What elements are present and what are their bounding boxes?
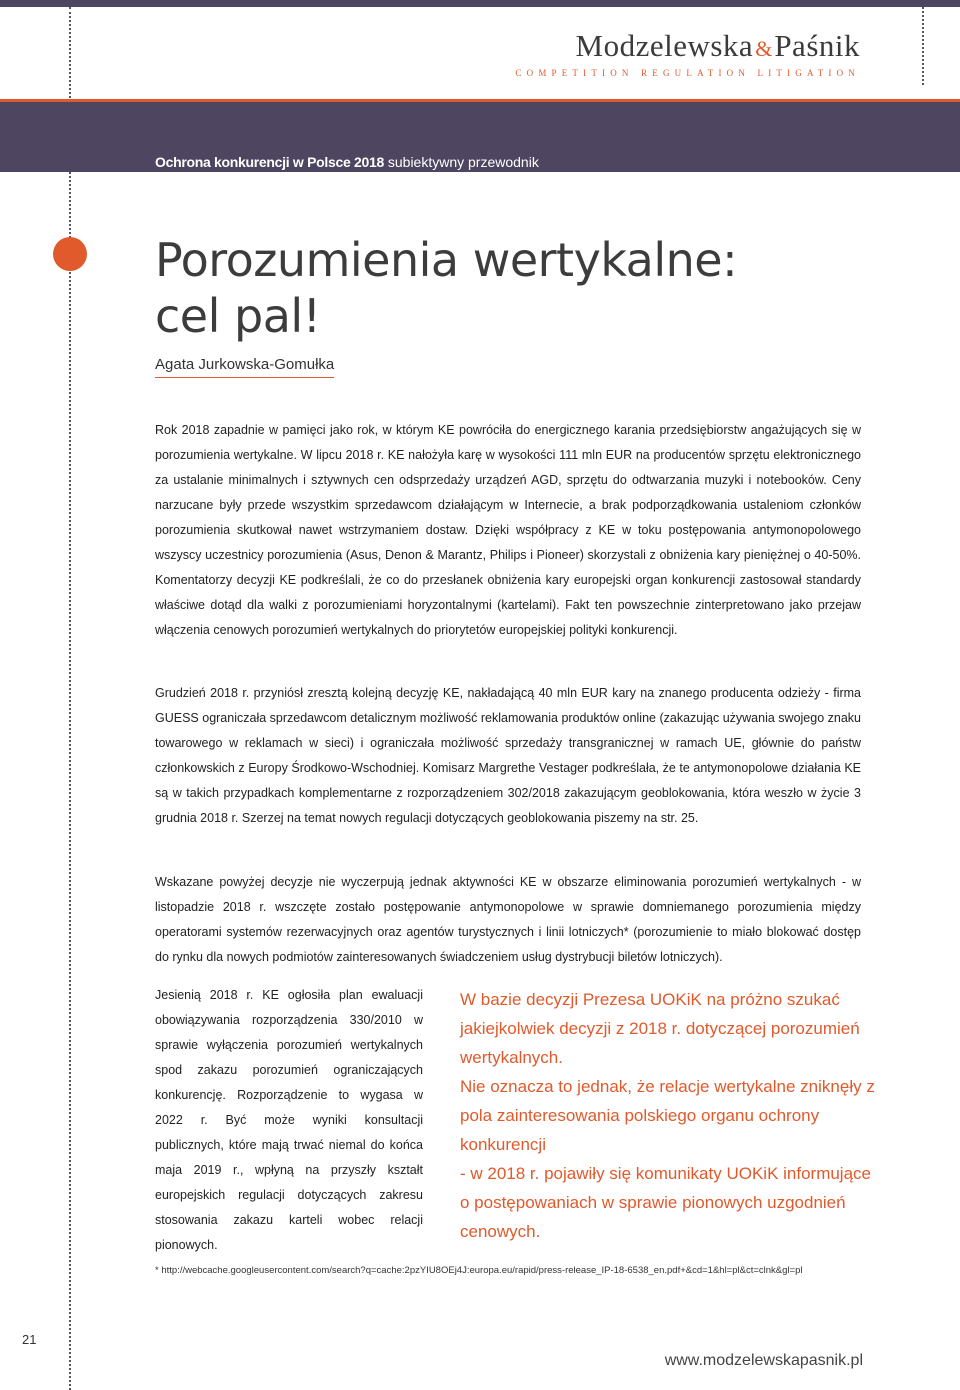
logo-name-second: Paśnik bbox=[774, 28, 860, 63]
series-title: Ochrona konkurencji w Polsce 2018 bbox=[155, 154, 384, 170]
publication-series bbox=[155, 154, 539, 170]
header-band bbox=[0, 99, 960, 172]
body-paragraph-2: Grudzień 2018 r. przyniósł zresztą kolejną decyzję KE, nakładającą 40 mln EUR kary na znanego producenta odzieży - firma GUESS ograniczała sprzedawcom detalicznym możliwość reklamowania produktów online (zakazując używania swojego znaku towarowego w reklamach w sieci) i ograniczała możliwość sprzedaży transgranicznej w ramach UE, głównie do państw członkowskich z Europy Środkowo-Wschodniej. Komisarz Margrethe Vestager podkreślała, że te antymonopolowe działania KE są w takich przypadkach komplementarne z rozporządzeniem 302/2018 zakazującym geoblokowania, która weszło w życie 3 grudnia 2018 r. Szerzej na temat nowych regulacji dotyczących geoblokowania piszemy na str. 25. bbox=[155, 686, 861, 825]
logo-name-first: Modzelewska bbox=[575, 28, 754, 63]
body-paragraph-1: Rok 2018 zapadnie w pamięci jako rok, w którym KE powróciła do energicznego karania przedsiębiorstw angażujących się w porozumienia wertykalne. W lipcu 2018 r. KE nałożyła karę w wysokości 111 mln EUR na producentów sprzętu elektronicznego za ustalanie minimalnych i sztywnych cen odsprzedaży urządzeń AGD, sprzętu do odtwarzania muzyki i notebooków. Ceny narzucane były przede wszystkim sprzedawcom działającym w Internecie, a brak podporządkowania ustaleniom członków porozumienia skutkował nawet wstrzymaniem dostaw. Dzięki współpracy z KE w toku postępowania antymonopolowego wszyscy uczestnicy porozumienia (Asus, Denon & Marantz, Philips i Pioneer) skorzystali z obniżenia kary pieniężnej o 40-50%. Komentatorzy decyzji KE podkreślali, że co do przesłanek obniżenia kary europejski organ konkurencji zastosował standardy właściwe dotąd dla walki z porozumieniami horyzontalnymi (kartelami). Fakt ten powszechnie zinterpretowano jako przejaw włączenia cenowych porozumień wertykalnych do priorytetów europejskiej polityki konkurencji. bbox=[155, 423, 861, 637]
side-paragraph: Jesienią 2018 r. KE ogłosiła plan ewaluacji obowiązywania rozporządzenia 330/2010 w sprawie wyłączenia porozumień wertykalnych spod zakazu porozumień ograniczających konkurencję. Rozporządzenie to wygasa w 2022 r. Być może wyniki konsultacji publicznych, które mają trwać niemal do końca maja 2019 r., wpłyną na przyszły kształt europejskich regulacji dotyczących zakresu stosowania zakazu karteli wobec relacji pionowych. bbox=[155, 988, 423, 1252]
page-number: 21 bbox=[22, 1332, 37, 1347]
series-subtitle: subiektywny przewodnik bbox=[387, 154, 539, 170]
article-title-line2: cel pal! bbox=[155, 289, 321, 343]
pull-quote-line-1: W bazie decyzji Prezesa UOKiK na próżno szukać jakiejkolwiek decyzji z 2018 r. dotyczącej porozumień wertykalnych. bbox=[460, 990, 860, 1067]
left-dotted-guide bbox=[69, 7, 71, 1390]
section-marker-dot bbox=[53, 237, 87, 271]
pull-quote bbox=[460, 985, 880, 1246]
body-paragraph-3: Wskazane powyżej decyzje nie wyczerpują jednak aktywności KE w obszarze eliminowania porozumień wertykalnych - w listopadzie 2018 r. wszczęte zostało postępowanie antymonopolowe w sprawie domniemanego porozumienia między operatorami systemów rezerwacyjnych oraz agentów turystycznych i linii lotniczych* (porozumienie to miało blokować dostęp do rynku dla nowych podmiotów zainteresowanych świadczeniem usług dystrybucji biletów lotniczych). bbox=[155, 875, 861, 964]
article-title-line1: Porozumienia wertykalne: bbox=[155, 233, 738, 287]
right-dotted-guide bbox=[922, 7, 924, 85]
article-title bbox=[155, 232, 855, 344]
footnote: * http://webcache.googleusercontent.com/search?q=cache:2pzYIU8OEj4J:europa.eu/rapid/press-release_IP-18-6538_en.pdf+&cd=1&hl=pl&ct=clnk&gl=pl bbox=[155, 1265, 803, 1276]
pull-quote-line-3: - w 2018 r. pojawiły się komunikaty UOKiK informujące o postępowaniach w sprawie pionowych uzgodnień cenowych. bbox=[460, 1164, 871, 1241]
pull-quote-line-2: Nie oznacza to jednak, że relacje wertykalne zniknęły z pola zainteresowania polskiego organu ochrony konkurencji bbox=[460, 1077, 875, 1154]
logo-ampersand: & bbox=[755, 36, 773, 61]
firm-logo bbox=[515, 28, 860, 78]
logo-wordmark bbox=[515, 28, 860, 64]
logo-tagline: COMPETITION REGULATION LITIGATION bbox=[515, 68, 860, 78]
website-url: www.modzelewskapasnik.pl bbox=[664, 1352, 863, 1369]
top-strip bbox=[0, 0, 960, 7]
article-author: Agata Jurkowska-Gomułka bbox=[155, 356, 334, 378]
